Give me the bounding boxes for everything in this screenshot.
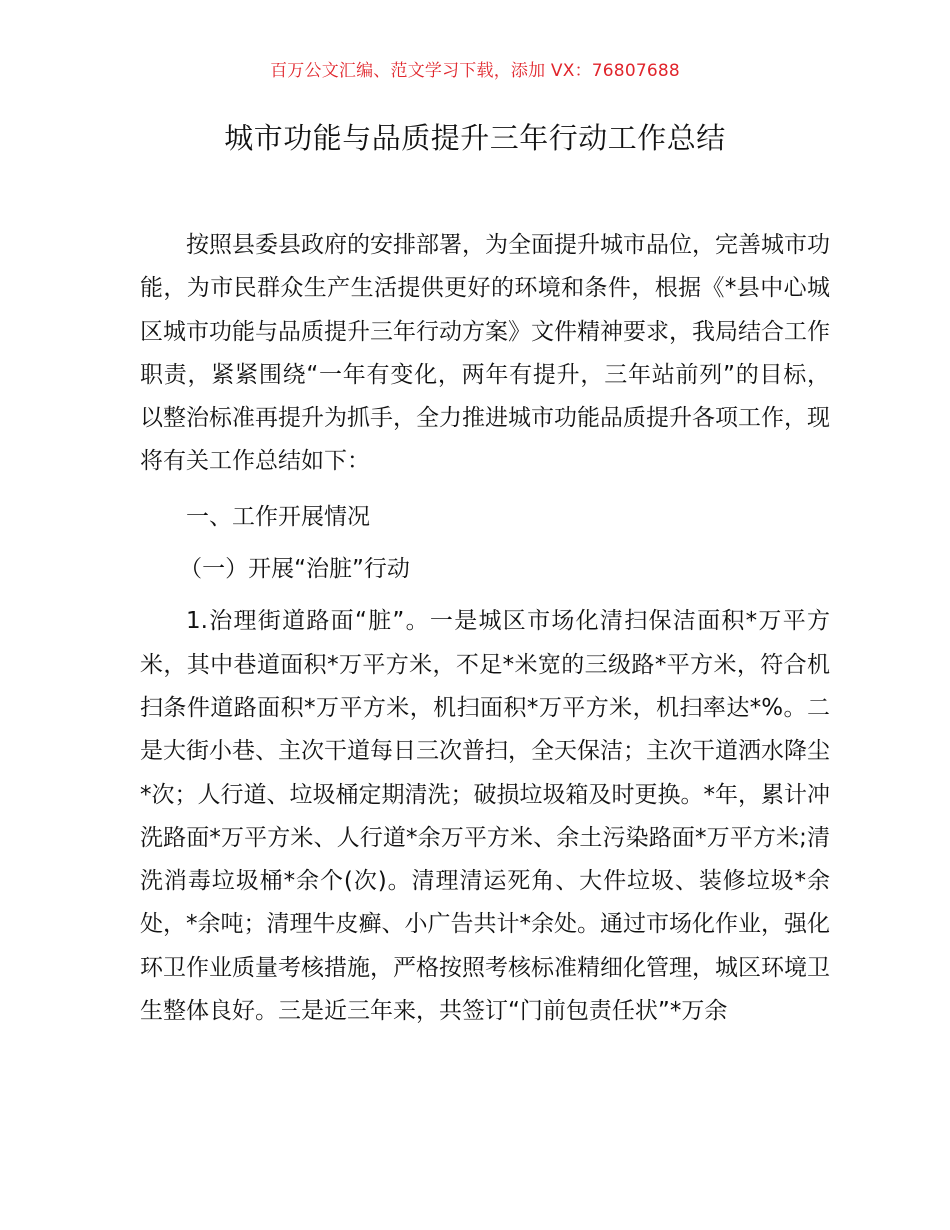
section-heading: 一、工作开展情况 [186,503,370,530]
body-paragraph: 1.治理街道路面“脏”。一是城区市场化清扫保洁面积*万平方米，其中巷道面积*万平方米，不足*米宽的三级路*平方米，符合机扫条件道路面积*万平方米，机扫面积*万平方米，机扫率达*%。二是大街小巷、主次干道每日三次普扫，全天保洁；主次干道洒水降尘*次；人行道、垃圾桶定期清洗；破损垃圾箱及时更换。*年，累计冲洗路面*万平方米、人行道*余万平方米、余土污染路面*万平方米;清洗消毒垃圾桶*余个(次)。清理清运死角、大件垃圾、装修垃圾*余处，*余吨；清理牛皮癣、小广告共计*余处。通过市场化作业，强化环卫作业质量考核措施，严格按照考核标准精细化管理，城区环境卫生整体良好。三是近三年来，共签订“门前包责任状”*万余 [140,608,830,1025]
header-watermark: 百万公文汇编、范文学习下载，添加 VX：76807688 [270,61,680,81]
subsection-heading: （一）开展“治脏”行动 [179,556,410,583]
intro-paragraph: 按照县委县政府的安排部署，为全面提升城市品位，完善城市功能，为市民群众生产生活提供更好的环境和条件，根据《*县中心城区城市功能与品质提升三年行动方案》文件精神要求，我局结合工作职责，紧紧围绕“一年有变化，两年有提升，三年站前列”的目标，以整治标准再提升为抓手，全力推进城市功能品质提升各项工作，现将有关工作总结如下： [140,232,830,475]
page-title: 城市功能与品质提升三年行动工作总结 [224,121,726,155]
document-body [140,224,830,1033]
